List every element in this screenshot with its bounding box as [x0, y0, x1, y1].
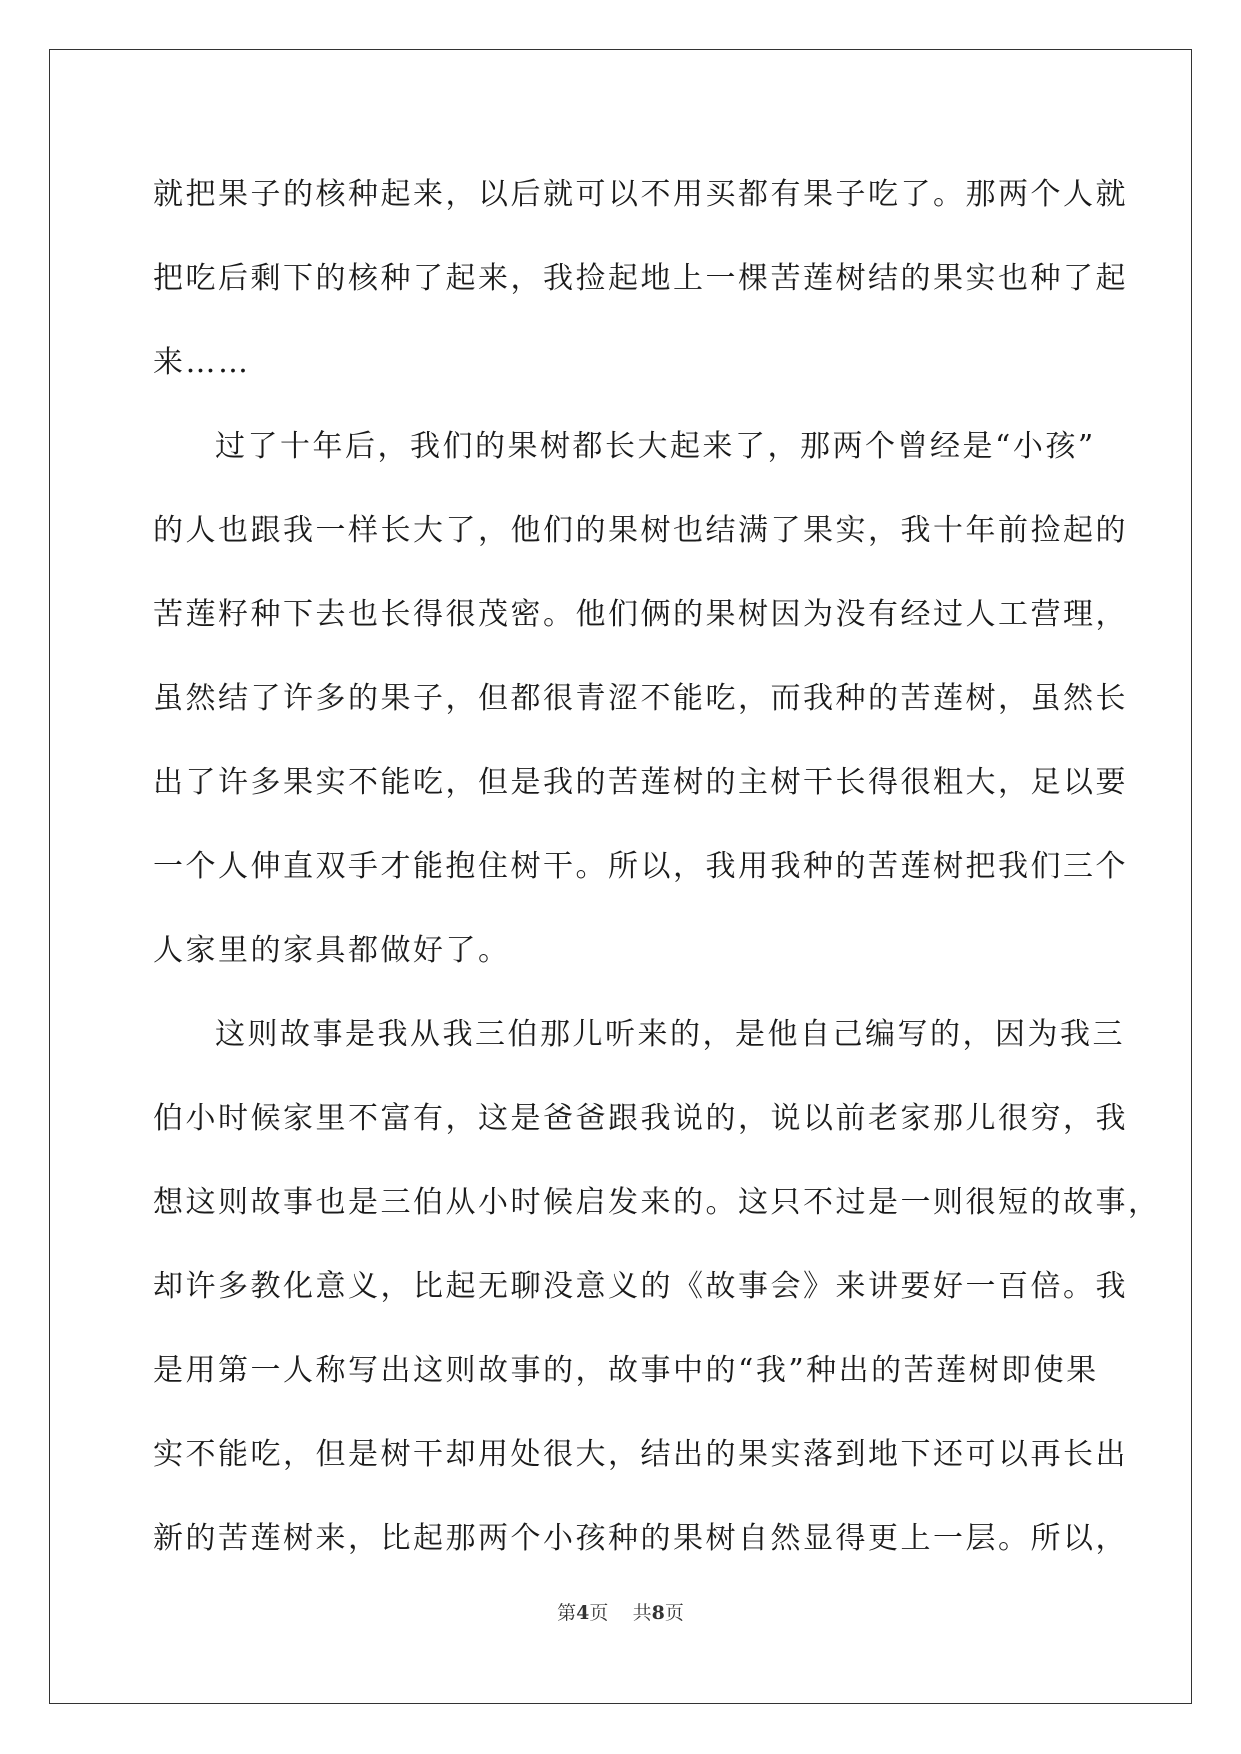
text-line: 新的苦莲树来，比起那两个小孩种的果树自然显得更上一层。所以，: [153, 1521, 1128, 1556]
total-label-prefix: 共: [632, 1602, 652, 1624]
paragraph-first-line: 过了十年后，我们的果树都长大起来了，那两个曾经是“小孩”: [215, 429, 1096, 464]
text-line: 实不能吃，但是树干却用处很大，结出的果实落到地下还可以再长出: [153, 1437, 1128, 1472]
text-line: 想这则故事也是三伯从小时候启发来的。这只不过是一则很短的故事，: [153, 1185, 1161, 1220]
text-line: 就把果子的核种起来，以后就可以不用买都有果子吃了。那两个人就: [153, 177, 1128, 212]
text-line: 出了许多果实不能吃，但是我的苦莲树的主树干长得很粗大，足以要: [153, 765, 1128, 800]
text-line: 是用第一人称写出这则故事的，故事中的“我”种出的苦莲树即使果: [153, 1353, 1099, 1388]
page-number: 4: [576, 1602, 590, 1624]
text-line: 人家里的家具都做好了。: [153, 933, 511, 968]
text-line: 伯小时候家里不富有，这是爸爸跟我说的，说以前老家那儿很穷，我: [153, 1101, 1128, 1136]
text-line: 的人也跟我一样长大了，他们的果树也结满了果实，我十年前捡起的: [153, 513, 1128, 548]
text-line: 苦莲籽种下去也长得很茂密。他们俩的果树因为没有经过人工营理，: [153, 597, 1128, 632]
text-line: 把吃后剩下的核种了起来，我捡起地上一棵苦莲树结的果实也种了起: [153, 261, 1128, 296]
text-line: 虽然结了许多的果子，但都很青涩不能吃，而我种的苦莲树，虽然长: [153, 681, 1128, 716]
paragraph-first-line: 这则故事是我从我三伯那儿听来的，是他自己编写的，因为我三: [215, 1017, 1125, 1052]
total-pages: 8: [651, 1602, 665, 1624]
page-footer: [0, 1598, 1241, 1625]
page-label-suffix: 页: [589, 1602, 609, 1624]
page-label-prefix: 第: [557, 1602, 577, 1624]
text-line: 来……: [153, 345, 251, 380]
document-body: [153, 160, 1161, 1588]
text-line: 却许多教化意义，比起无聊没意义的《故事会》来讲要好一百倍。我: [153, 1269, 1128, 1304]
text-line: 一个人伸直双手才能抱住树干。所以，我用我种的苦莲树把我们三个: [153, 849, 1128, 884]
total-label-suffix: 页: [664, 1602, 684, 1624]
